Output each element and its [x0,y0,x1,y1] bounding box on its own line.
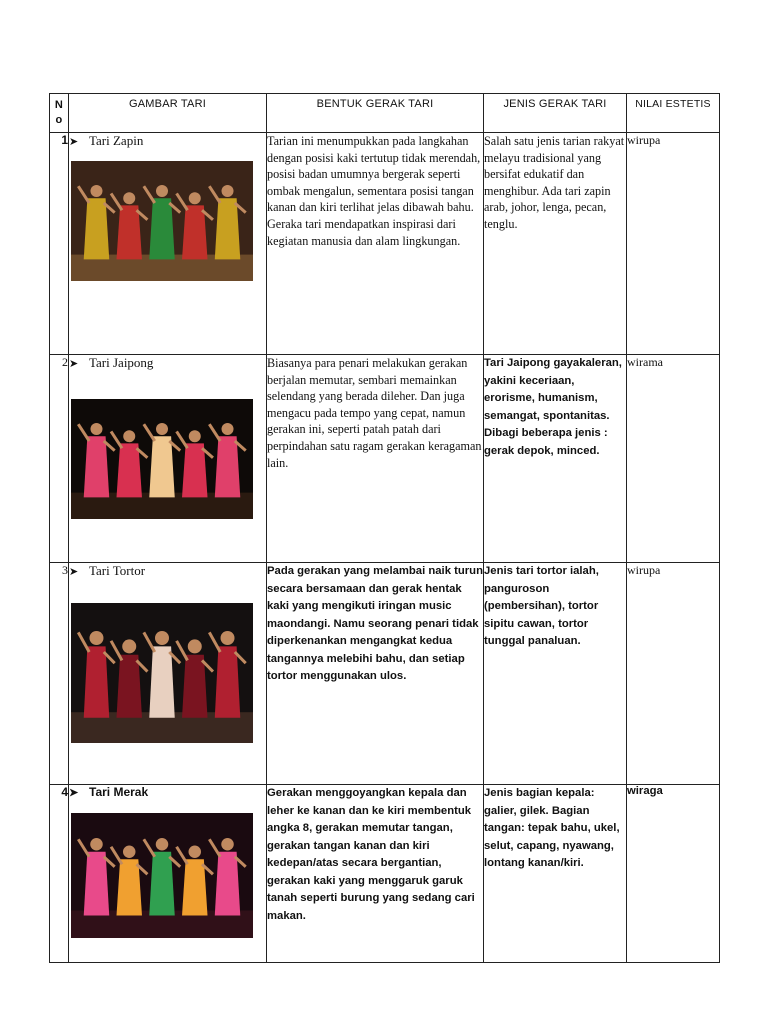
dancer-head [122,639,136,653]
arrow-bullet-icon: ➤ [69,357,79,370]
dance-photo-graphic [71,399,253,519]
dancer-head [189,430,201,442]
dance-table [49,93,720,963]
dancer-head [90,185,102,197]
arrow-bullet-icon: ➤ [69,135,79,148]
dance-name: Tari Tortor [89,563,146,578]
nilai-text: wirupa [627,133,720,355]
header-jenis: JENIS GERAK TARI [484,94,627,133]
bentuk-text: Gerakan menggoyangkan kepala dan leher ke kanan dan ke kiri membentuk angka 8, gerakan memutar tangan, gerakan tangan kanan dan kiri kedepan/atas secara bergantian, gerakan kaki yang menggaruk garuk tanah seperti burung yang sedang cari makan. [267,785,484,963]
dancer-body [149,646,174,717]
arrow-bullet-icon: ➤ [69,786,79,799]
dancer-head [123,846,136,859]
jenis-text: Jenis tari tortor ialah, panguroson (pembersihan), tortor sipitu cawan, tortor tunggal panaluan. [484,563,627,785]
jenis-text: Salah satu jenis tarian rakyat melayu tradisional yang bersifat edukatif dan menghibur. Ada tari zapin arab, johor, lenga, pecan, tenglu. [484,133,627,355]
dance-photo [71,399,253,519]
dancer-head [156,838,169,851]
image-cell [69,785,267,963]
dance-title [69,563,266,579]
dancer-head [90,838,103,851]
dance-photo-graphic [71,813,253,938]
dancer-body [215,852,240,916]
dancer-body [84,646,109,717]
dancer-head [156,185,168,197]
dance-name: Tari Jaipong [89,355,154,370]
dancer-body [215,436,240,497]
dancer-head [188,639,202,653]
dancer-body [117,655,142,718]
arrow-bullet-icon: ➤ [69,565,79,578]
dancer-head [221,631,235,645]
nilai-text: wirama [627,355,720,563]
row-number: 4 [50,785,69,963]
dancer-head [155,631,169,645]
dancer-head [222,423,234,435]
bentuk-text: Pada gerakan yang melambai naik turun secara bersamaan dan gerak hentak kaki yang mengikuti iringan music maondangi. Namu seorang penari tidak diperkenankan mengangkat kedua tangannya melebihi bahu, dan setiap tortor menggunakan ulos. [267,563,484,785]
dancer-body [149,436,174,497]
nilai-text: wiraga [627,785,720,963]
jenis-text: Tari Jaipong gayakaleran, yakini keceriaan, erorisme, humanism, semangat, spontanitas. Dibagi beberapa jenis : gerak depok, minced. [484,355,627,563]
dancer-head [123,192,135,204]
dancer-body [84,436,109,497]
header-no: N o [50,94,69,133]
header-row [50,94,720,133]
dancer-head [189,846,202,859]
dancer-body [84,852,109,916]
nilai-text: wirupa [627,563,720,785]
dancer-head [156,423,168,435]
row-number: 2 [50,355,69,563]
dancer-head [89,631,103,645]
dancer-body [182,655,207,718]
bentuk-text: Tarian ini menumpukkan pada langkahan dengan posisi kaki tertutup tidak merendah, posisi badan umumnya bergerak seperti ombak mengalun, sementara posisi tangan kanan dan kiri terlihat jelas dibawah bahu. Geraka tari mendapatkan inspirasi dari kegiatan manusia dan alam lingkungan. [267,133,484,355]
table-row [50,563,720,785]
dancer-head [123,430,135,442]
image-cell [69,133,267,355]
image-cell [69,563,267,785]
header-bentuk: BENTUK GERAK TARI [267,94,484,133]
dancer-head [189,192,201,204]
row-number: 1 [50,133,69,355]
dance-photo-graphic [71,603,253,743]
dancer-body [215,198,240,259]
row-number: 3 [50,563,69,785]
dance-photo [71,161,253,281]
image-cell [69,355,267,563]
dancer-head [90,423,102,435]
dance-photo-graphic [71,161,253,281]
jenis-text: Jenis bagian kepala: galier, gilek. Bagian tangan: tepak bahu, ukel, selut, capang, nyawang, lontang kanan/kiri. [484,785,627,963]
dance-name: Tari Merak [89,785,149,799]
table-row [50,133,720,355]
dance-title [69,785,266,799]
table-row [50,355,720,563]
dance-photo [71,813,253,938]
dance-title [69,355,266,371]
dancer-body [215,646,240,717]
dancer-head [222,185,234,197]
dancer-head [221,838,234,851]
bentuk-text: Biasanya para penari melakukan gerakan berjalan memutar, sembari memainkan selendang yang berada dileher. Dan juga mengacu pada tempo yang cepat, namun gerakan ini, seperti patah patah dari perpindahan satu ragam gerakan keragaman lain. [267,355,484,563]
dance-name: Tari Zapin [89,133,144,148]
dancer-body [149,852,174,916]
dancer-body [149,198,174,259]
dance-title [69,133,266,149]
dance-photo [71,603,253,743]
header-nilai: NILAI ESTETIS [627,94,720,133]
dancer-body [84,198,109,259]
table-row [50,785,720,963]
header-gambar: GAMBAR TARI [69,94,267,133]
